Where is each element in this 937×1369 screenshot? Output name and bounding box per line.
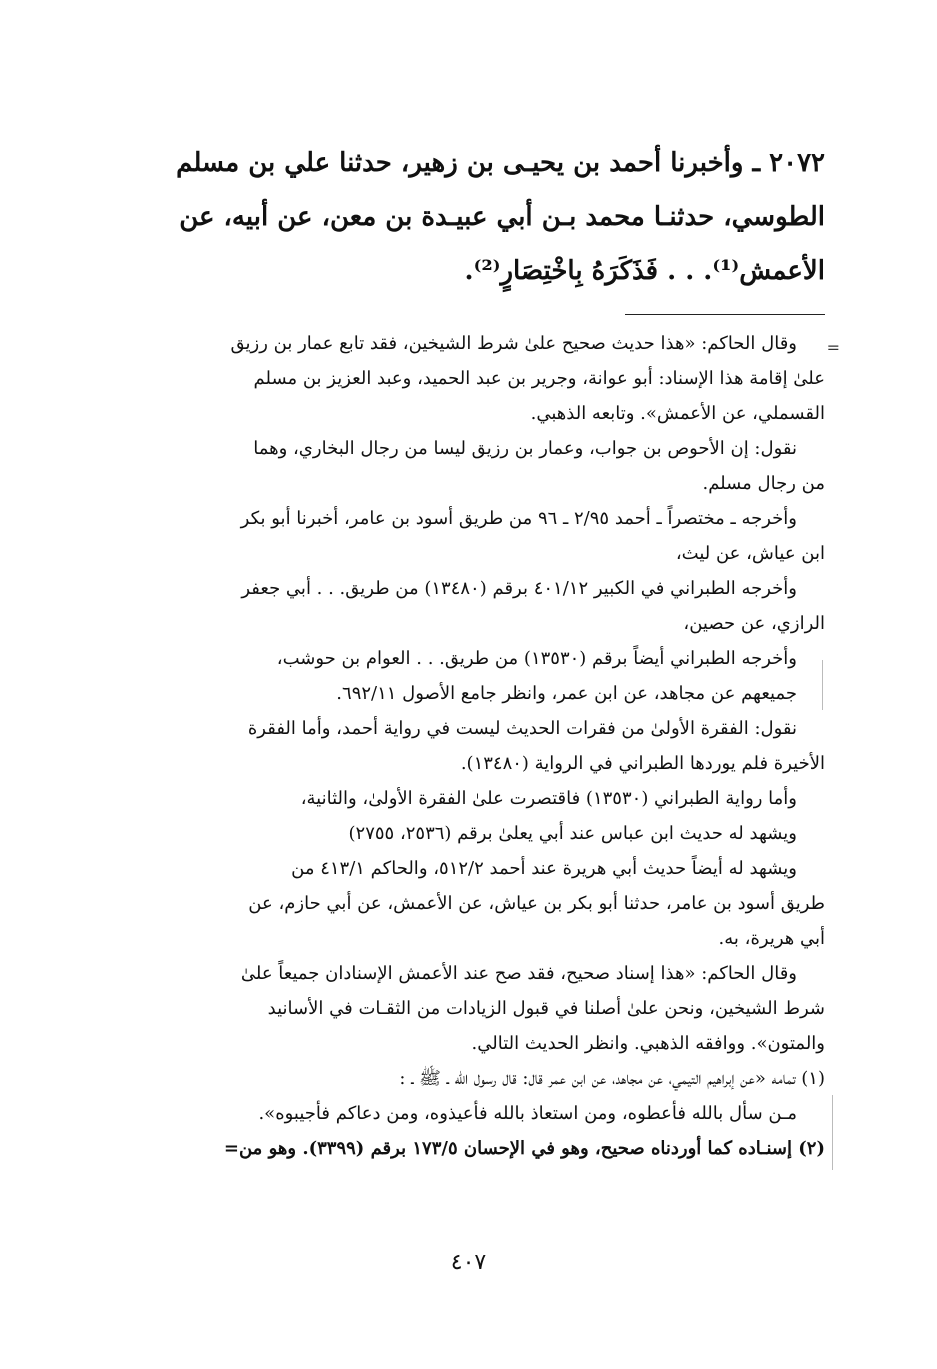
footnote-line: وقال الحاكم: «هذا حديث صحيح علىٰ شرط الشيخين، فقد تابع عمار بن رزيق — [230, 333, 797, 354]
footnote-line: وأخرجه ـ مختصراً ـ أحمد ٢/٩٥ ـ ٩٦ من طريق أسود بن عامر، أخبرنا أبو بكر — [240, 508, 797, 529]
footnote-line: علىٰ إقامة هذا الإسناد: أبو عوانة، وجرير بن عبد الحميد، وعبد العزيز بن مسلم — [253, 368, 825, 389]
footnote-line: ابن عياش، عن ليث، — [675, 543, 825, 564]
footnote-line: وأخرجه الطبراني في الكبير ٤٠١/١٢ برقم (١٣٤٨٠) من طريق. . . أبي جعفر — [241, 578, 797, 599]
footnote-line: ويشهد له أيضاً حديث أبي هريرة عند أحمد ٥١٢/٢، والحاكم ٤١٣/١ من — [291, 858, 797, 879]
footnote-line: أبي هريرة، به. — [718, 928, 825, 949]
footnote-line: الأخيرة فلم يوردها الطبراني في الرواية (١٣٤٨٠). — [460, 753, 825, 774]
footnote-line: نقول: الفقرة الأولىٰ من فقرات الحديث ليست في رواية أحمد، وأما الفقرة — [247, 718, 797, 739]
footnote-line: القسملي، عن الأعمش». وتابعه الذهبي. — [530, 403, 825, 424]
footnote-line: (٢) إسنـاده كما أوردناه صحيح، وهو في الإحسان ١٧٣/٥ برقم (٣٣٩٩). وهو من= — [223, 1138, 825, 1159]
footnote-line: من رجال مسلم. — [702, 473, 825, 494]
footnote-line: وأما رواية الطبراني (١٣٥٣٠) فاقتصرت علىٰ الفقرة الأولىٰ، والثانية، — [300, 788, 797, 809]
footnotes-block — [105, 326, 825, 1166]
main-text-line: الطوسي، حدثنـا محمد بـن أبي عبيـدة بن معن، عن أبيه، عن — [179, 202, 825, 232]
page-number: ٤٠٧ — [450, 1250, 487, 1275]
footnote-line: مـن سأل بالله فأعطوه، ومن استعاذ بالله فأعيذوه، ومن دعاكم فأجيبوه». — [258, 1103, 797, 1124]
footnote-line: والمتون». ووافقه الذهبي. وانظر الحديث التالي. — [471, 1033, 825, 1054]
footnote-line: وقال الحاكم: «هذا إسناد صحيح، فقد صح عند الأعمش الإسنادان جميعاً علىٰ — [240, 963, 797, 984]
main-text-line: الأعمش⁽¹⁾. . . فَذَكَرَهُ بِاخْتِصَارٍ⁽²⁾. — [464, 256, 825, 286]
footnote-line: الرازي، عن حصين، — [683, 613, 825, 634]
scan-artifact-line — [832, 1095, 833, 1170]
footnote-line: (١) تمامه «عن إبراهيم التيمي، عن مجاهد، عن ابن عمر قال: قال رسول الله ـ ﷺ ـ : — [399, 1068, 825, 1089]
continuation-mark: = — [826, 338, 840, 357]
hadith-main-text — [112, 136, 825, 298]
footnote-line: ويشهد له حديث ابن عباس عند أبي يعلىٰ برقم (٢٥٣٦، ٢٧٥٥) — [348, 823, 797, 844]
footnote-line: نقول: إن الأحوص بن جواب، وعمار بن رزيق ليسا من رجال البخاري، وهما — [253, 438, 797, 459]
footnote-separator — [625, 314, 825, 315]
scan-artifact-line — [822, 660, 823, 710]
main-text-line: ٢٠٧٢ ـ وأخبرنا أحمد بن يحيـى بن زهير، حدثنا علي بن مسلم — [176, 148, 825, 178]
footnote-line: وأخرجه الطبراني أيضاً برقم (١٣٥٣٠) من طريق. . . العوام بن حوشب، — [276, 648, 797, 669]
footnote-line: جميعهم عن مجاهد، عن ابن عمر، وانظر جامع الأصول ٦٩٢/١١. — [336, 683, 797, 704]
footnote-line: شرط الشيخين، ونحن علىٰ أصلنا في قبول الزيادات من الثقـات في الأسانيد — [267, 998, 825, 1019]
footnote-line: طريق أسود بن عامر، حدثنا أبو بكر بن عياش، عن الأعمش، عن أبي حازم، عن — [248, 893, 825, 914]
